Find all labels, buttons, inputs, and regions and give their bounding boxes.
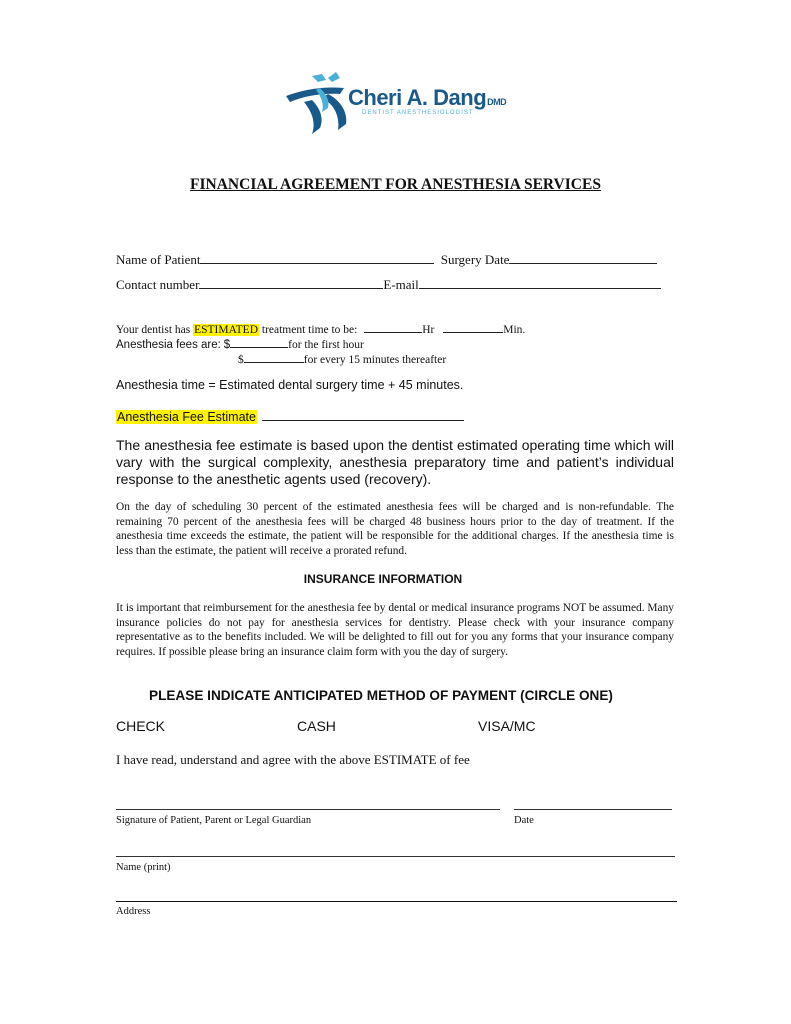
first-hour-label: for the first hour: [288, 339, 364, 351]
treatment-time-suffix: treatment time to be:: [261, 324, 358, 336]
hours-label: Hr: [422, 324, 435, 336]
email-label: E-mail: [383, 277, 419, 292]
every-15-label: for every 15 minutes thereafter: [303, 354, 447, 366]
agreement-statement: I have read, understand and agree with the above ESTIMATE of fee: [116, 752, 470, 767]
signature-field[interactable]: [116, 809, 500, 810]
logo-subtitle: DENTIST ANESTHESIOLOGIST: [362, 110, 474, 116]
surgery-date-field[interactable]: [509, 251, 657, 264]
every-15-fee-field[interactable]: [244, 350, 304, 363]
hours-field[interactable]: [364, 320, 422, 333]
fee-estimate-field[interactable]: [262, 408, 464, 421]
first-hour-fee-field[interactable]: [230, 335, 288, 348]
payment-option-check[interactable]: CHECK: [116, 718, 166, 734]
email-field[interactable]: [419, 276, 661, 289]
payment-heading: PLEASE INDICATE ANTICIPATED METHOD OF PAYMENT (CIRCLE ONE): [149, 688, 613, 703]
date-label: Date: [514, 815, 534, 826]
insurance-paragraph: It is important that reimbursement for the anesthesia fee by dental or medical insurance programs NOT be assumed. Many insurance policies do not pay for anesthesia services for dentistry. Please check with your insurance company representative as to the benefits included. We will be delighted to fill out for you any forms that your insurance company requires. If possible please bring an insurance claim form with you the day of surgery.: [116, 602, 674, 658]
fee-estimate-label: Anesthesia Fee Estimate: [117, 410, 256, 424]
estimate-basis-paragraph: The anesthesia fee estimate is based upon the dentist estimated operating time which will vary with the surgical complexity, anesthesia preparatory time and patient’s individual response to the anesthetic agents used (recovery).: [116, 437, 674, 487]
time-formula: Anesthesia time = Estimated dental surgery time + 45 minutes.: [116, 378, 464, 392]
address-label: Address: [116, 906, 151, 917]
payment-option-visa-mc[interactable]: VISA/MC: [478, 718, 536, 734]
every-15-row: [238, 350, 446, 366]
signature-label: Signature of Patient, Parent or Legal Guardian: [116, 815, 312, 826]
insurance-heading: INSURANCE INFORMATION: [303, 572, 463, 586]
treatment-time-row: [116, 320, 525, 336]
logo-name: Cheri A. DangDMD: [348, 85, 507, 110]
minutes-field[interactable]: [443, 320, 503, 333]
patient-row: [116, 251, 657, 268]
fee-estimate-row: [116, 408, 464, 424]
dollar-sign-2: $: [238, 354, 244, 366]
name-print-field[interactable]: [116, 856, 675, 857]
contact-row: [116, 276, 661, 293]
name-print-label: Name (print): [116, 862, 171, 873]
contact-label: Contact number: [116, 277, 200, 292]
treatment-time-prefix: Your dentist has: [116, 324, 191, 336]
document-title: FINANCIAL AGREEMENT FOR ANESTHESIA SERVICES: [190, 176, 601, 193]
contact-field[interactable]: [199, 276, 383, 289]
logo-suffix: DMD: [487, 97, 507, 107]
payment-option-cash[interactable]: CASH: [297, 718, 336, 734]
fees-row: [116, 335, 364, 351]
estimated-highlight: ESTIMATED: [194, 324, 258, 336]
patient-name-field[interactable]: [200, 251, 434, 264]
dollar-sign: $: [223, 339, 231, 351]
surgery-date-label: Surgery Date: [440, 252, 510, 267]
fees-label: Anesthesia fees are:: [116, 339, 221, 351]
minutes-label: Min.: [503, 324, 526, 336]
patient-name-label: Name of Patient: [116, 252, 201, 267]
date-field[interactable]: [514, 809, 672, 810]
address-field[interactable]: [116, 901, 677, 902]
scheduling-paragraph: On the day of scheduling 30 percent of the estimated anesthesia fees will be charged and is non-refundable. The remaining 70 percent of the anesthesia fees will be charged 48 business hours prior to the day of treatment. If the anesthesia time exceeds the estimate, the patient will be responsible for the additional charges. If the anesthesia time is less than the estimate, the patient will receive a prorated refund.: [116, 501, 674, 557]
